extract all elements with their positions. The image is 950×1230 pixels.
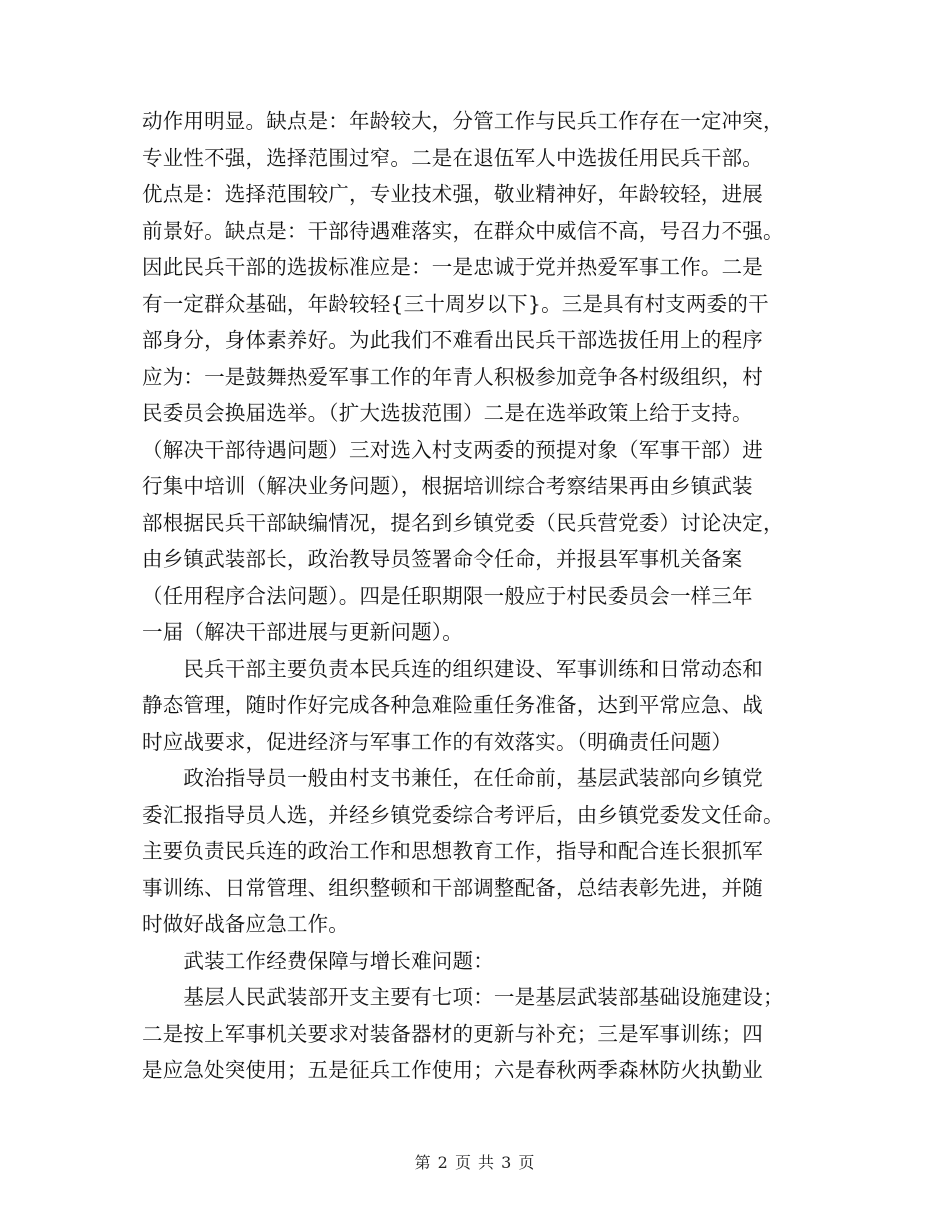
text-line: 一届（解决干部进展与更新问题）。: [142, 620, 463, 644]
text-line: 二是按上军事机关要求对装备器材的更新与补充；三是军事训练；四: [142, 1021, 763, 1046]
text-line: 基层人民武装部开支主要有七项：一是基层武装部基础设施建设；: [142, 985, 784, 1009]
text-line: 民委员会换届选举。（扩大选拔范围）二是在选举政策上给于支持。: [142, 401, 753, 425]
text-line: 时应战要求，促进经济与军事工作的有效落实。（明确责任问题）: [142, 729, 733, 754]
text-line: 前景好。缺点是：干部待遇难落实，在群众中威信不高，号召力不强。: [142, 218, 784, 243]
text-line: 静态管理，随时作好完成各种急难险重任务准备，达到平常应急、战: [142, 693, 763, 717]
text-line: 武装工作经费保障与增长难问题：: [142, 948, 494, 973]
text-line: 有一定群众基础，年龄较轻{三十周岁以下}。三是具有村支两委的干: [142, 291, 769, 316]
text-line: （解决干部待遇问题）三对选入村支两委的预提对象（军事干部）进: [142, 437, 763, 462]
text-line: 政治指导员一般由村支书兼任，在任命前，基层武装部向乡镇党: [142, 766, 763, 790]
text-line: 民兵干部主要负责本民兵连的组织建设、军事训练和日常动态和: [142, 656, 763, 681]
page-footer: 第 2 页 共 3 页: [414, 1153, 536, 1172]
text-line: 因此民兵干部的选拔标准应是：一是忠诚于党并热爱军事工作。二是: [142, 255, 763, 279]
text-line: 是应急处突使用；五是征兵工作使用；六是春秋两季森林防火执勤业: [142, 1058, 763, 1082]
text-line: 时做好战备应急工作。: [142, 912, 349, 936]
text-line: （任用程序合法问题）。四是任职期限一般应于村民委员会一样三年: [142, 583, 753, 608]
text-line: 主要负责民兵连的政治工作和思想教育工作，指导和配合连长狠抓军: [142, 839, 763, 863]
document-body: [142, 103, 810, 1089]
text-line: 部身分，身体素养好。为此我们不难看出民兵干部选拔任用上的程序: [142, 328, 763, 352]
text-line: 事训练、日常管理、组织整顿和干部调整配备，总结表彰先进，并随: [142, 875, 763, 900]
text-line: 委汇报指导员人选，并经乡镇党委综合考评后，由乡镇党委发文任命。: [142, 802, 784, 827]
text-line: 应为：一是鼓舞热爱军事工作的年青人积极参加竞争各村级组织，村: [142, 364, 763, 389]
text-line: 部根据民兵干部缺编情况，提名到乡镇党委（民兵营党委）讨论决定，: [142, 510, 784, 535]
text-line: 优点是：选择范围较广，专业技术强，敬业精神好，年龄较轻，进展: [142, 182, 763, 206]
text-line: 动作用明显。缺点是：年龄较大，分管工作与民兵工作存在一定冲突，: [142, 109, 784, 133]
text-line: 专业性不强，选择范围过窄。二是在退伍军人中选拔任用民兵干部。: [142, 145, 763, 170]
text-line: 行集中培训（解决业务问题），根据培训综合考察结果再由乡镇武装: [142, 474, 753, 498]
text-line: 由乡镇武装部长，政治教导员签署命令任命，并报县军事机关备案: [142, 547, 743, 571]
